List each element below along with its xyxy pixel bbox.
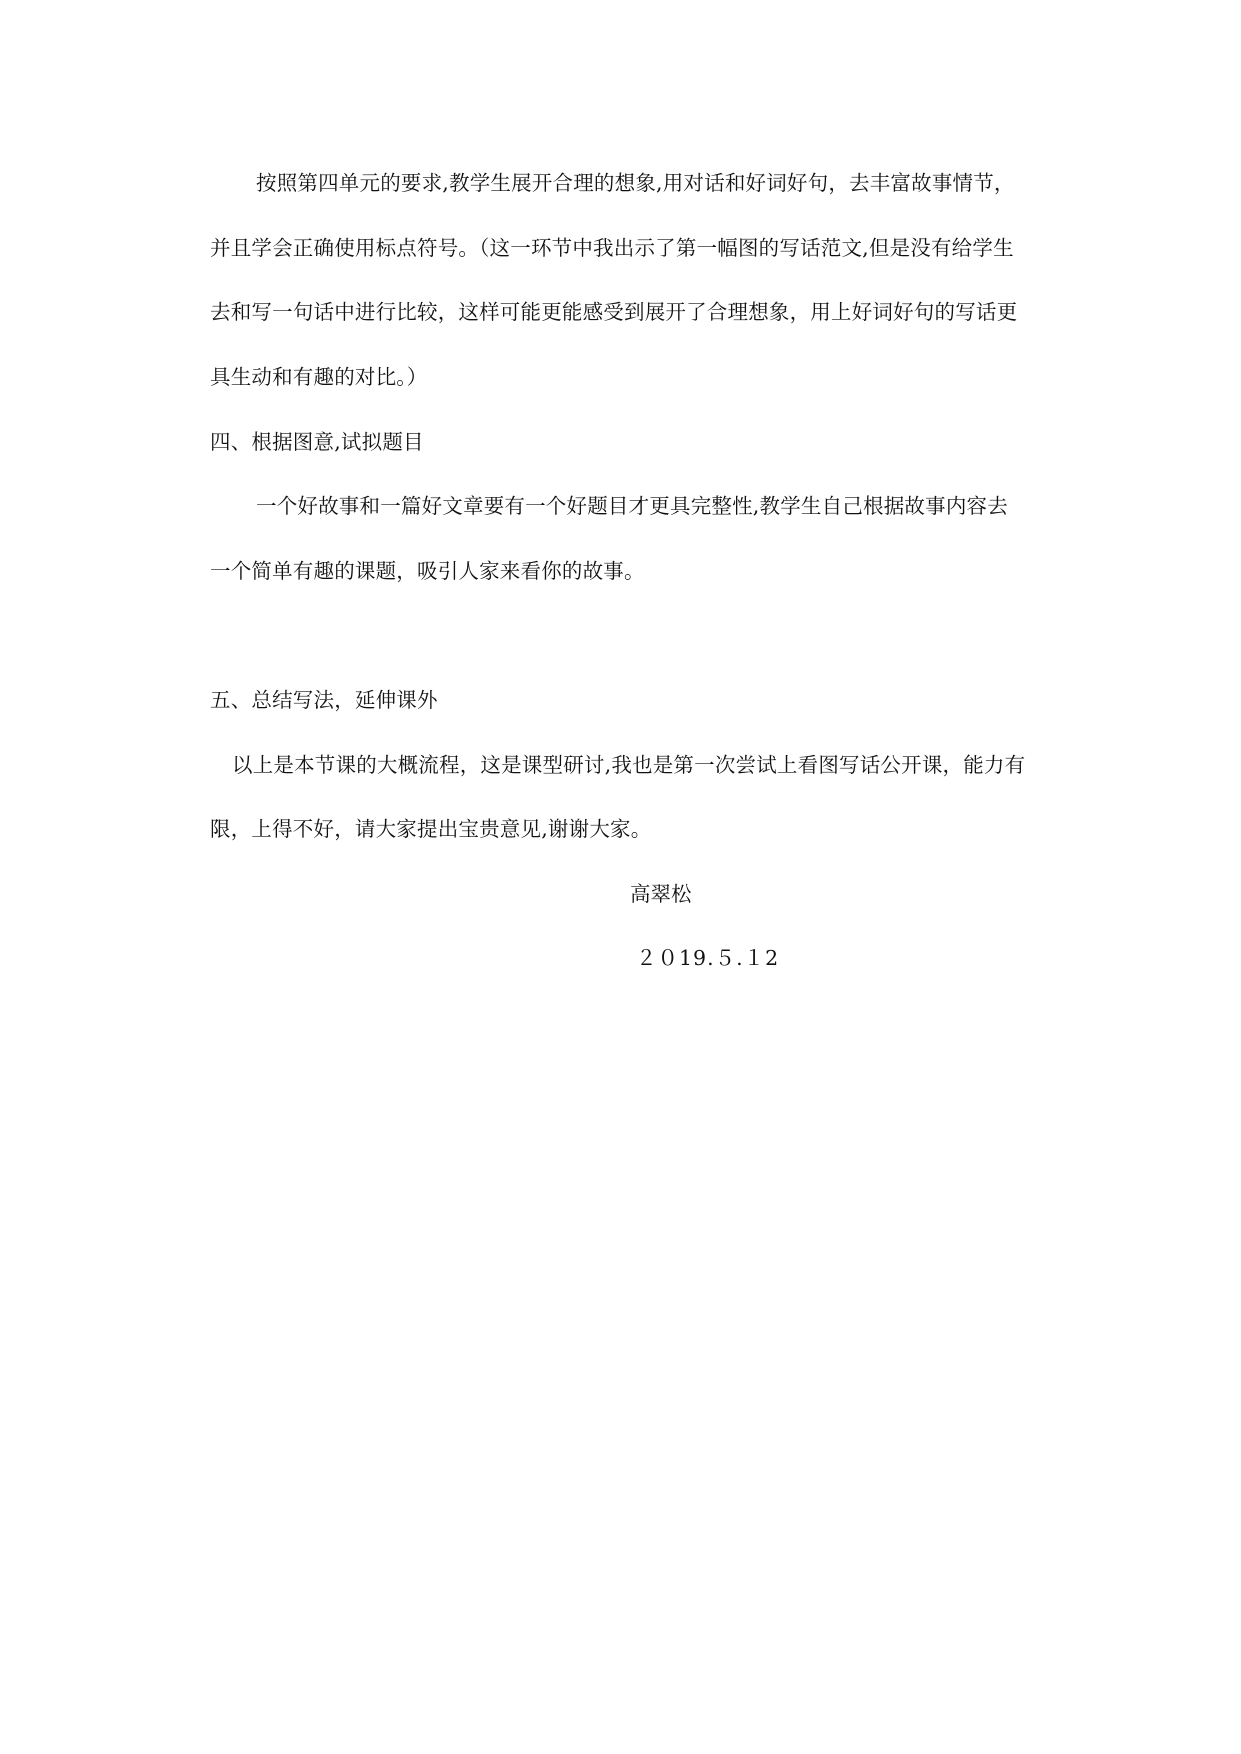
- paragraph-line: 一个好故事和一篇好文章要有一个好题目才更具完整性,教学生自己根据故事内容去: [256, 494, 1008, 518]
- document-date: ２０19.５.１2: [636, 946, 780, 970]
- section-heading: 四、根据图意,试拟题目: [210, 430, 424, 454]
- paragraph-line: 并且学会正确使用标点符号。（这一环节中我出示了第一幅图的写话范文,但是没有给学生: [210, 236, 1014, 260]
- paragraph-line: 按照第四单元的要求,教学生展开合理的想象,用对话和好词好句，去丰富故事情节，: [256, 171, 1015, 195]
- paragraph-line: 去和写一句话中进行比较，这样可能更能感受到展开了合理想象，用上好词好句的写话更: [210, 300, 1018, 324]
- section-heading: 五、总结写法，延伸课外: [210, 688, 438, 712]
- paragraph-line: 以上是本节课的大概流程，这是课型研讨,我也是第一次尝试上看图写话公开课，能力有: [232, 753, 1026, 777]
- paragraph-line: 具生动和有趣的对比。）: [210, 365, 428, 389]
- paragraph-line: 一个简单有趣的课题，吸引人家来看你的故事。: [210, 559, 645, 583]
- paragraph-line: 限，上得不好，请大家提出宝贵意见,谢谢大家。: [210, 817, 652, 841]
- author-signature: 高翠松: [630, 882, 692, 906]
